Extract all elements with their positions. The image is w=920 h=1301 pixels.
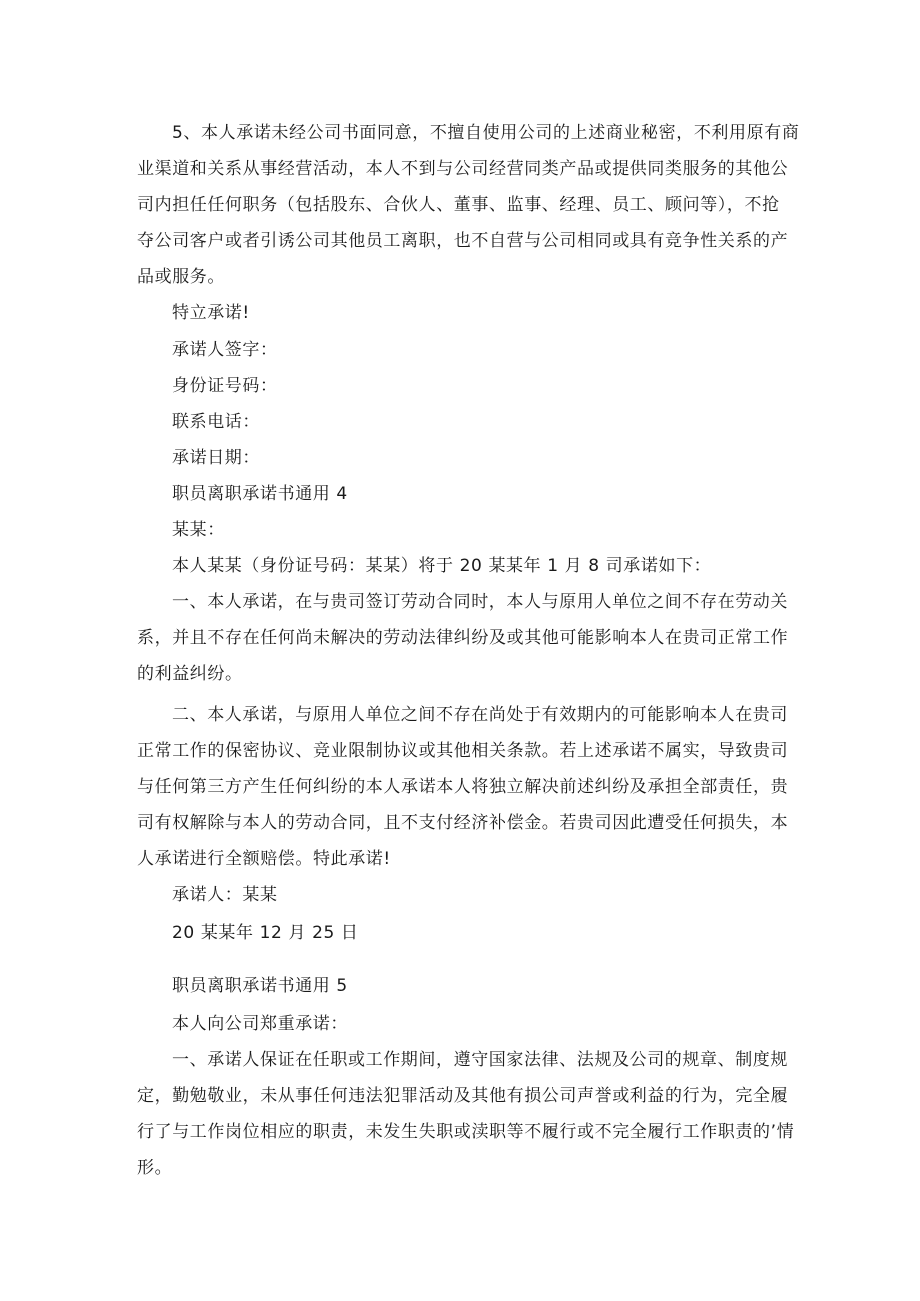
- paragraph-5-line-2: 业渠道和关系从事经营活动，本人不到与公司经营同类产品或提供同类服务的其他公: [137, 159, 789, 179]
- section-4-title: 职员离职承诺书通用 4: [172, 484, 348, 504]
- section-5-commitment-line-1: 一、承诺人保证在任职或工作期间，遵守国家法律、法规及公司的规章、制度规: [172, 1050, 788, 1070]
- special-commitment: 特立承诺!: [172, 303, 250, 323]
- phone-label: 联系电话：: [172, 412, 260, 432]
- commitment-2-line-2: 正常工作的保密协议、竞业限制协议或其他相关条款。若上述承诺不属实，导致贵司: [137, 741, 789, 761]
- section-5-title: 职员离职承诺书通用 5: [172, 976, 348, 996]
- sign-date: 20 某某年 12 月 25 日: [172, 923, 359, 943]
- paragraph-5-line-5: 品或服务。: [137, 267, 225, 287]
- salutation: 某某：: [172, 520, 225, 540]
- signer: 承诺人：某某: [172, 885, 278, 905]
- section-5-commitment-line-3: 行了与工作岗位相应的职责，未发生失职或渎职等不履行或不完全履行工作职责的’情: [137, 1122, 795, 1142]
- signature-label: 承诺人签字：: [172, 340, 278, 360]
- date-label: 承诺日期：: [172, 448, 260, 468]
- section-5-intro: 本人向公司郑重承诺：: [172, 1014, 348, 1034]
- section-5-commitment-line-2: 定，勤勉敬业，未从事任何违法犯罪活动及其他有损公司声誉或利益的行为，完全履: [137, 1086, 789, 1106]
- commitment-2-line-1: 二、本人承诺，与原用人单位之间不存在尚处于有效期内的可能影响本人在贵司: [172, 705, 788, 725]
- paragraph-5-line-1: 5、本人承诺未经公司书面同意，不擅自使用公司的上述商业秘密，不利用原有商: [172, 123, 800, 143]
- commitment-1-line-3: 的利益纠纷。: [137, 664, 243, 684]
- commitment-2-line-5: 人承诺进行全额赔偿。特此承诺!: [137, 849, 391, 869]
- paragraph-5-line-3: 司内担任任何职务（包括股东、合伙人、董事、监事、经理、员工、顾问等），不抢: [137, 195, 780, 215]
- commitment-1-line-1: 一、本人承诺，在与贵司签订劳动合同时，本人与原用人单位之间不存在劳动关: [172, 592, 788, 612]
- section-5-commitment-line-4: 形。: [137, 1158, 173, 1178]
- paragraph-5-line-4: 夺公司客户或者引诱公司其他员工离职，也不自营与公司相同或具有竞争性关系的产: [137, 231, 789, 251]
- id-number-label: 身份证号码：: [172, 376, 278, 396]
- commitment-1-line-2: 系，并且不存在任何尚未解决的劳动法律纠纷及或其他可能影响本人在贵司正常工作: [137, 628, 789, 648]
- commitment-2-line-4: 司有权解除与本人的劳动合同，且不支付经济补偿金。若贵司因此遭受任何损失，本: [137, 813, 789, 833]
- intro-line: 本人某某（身份证号码：某某）将于 20 某某年 1 月 8 司承诺如下：: [172, 556, 712, 576]
- commitment-2-line-3: 与任何第三方产生任何纠纷的本人承诺本人将独立解决前述纠纷及承担全部责任，贵: [137, 777, 789, 797]
